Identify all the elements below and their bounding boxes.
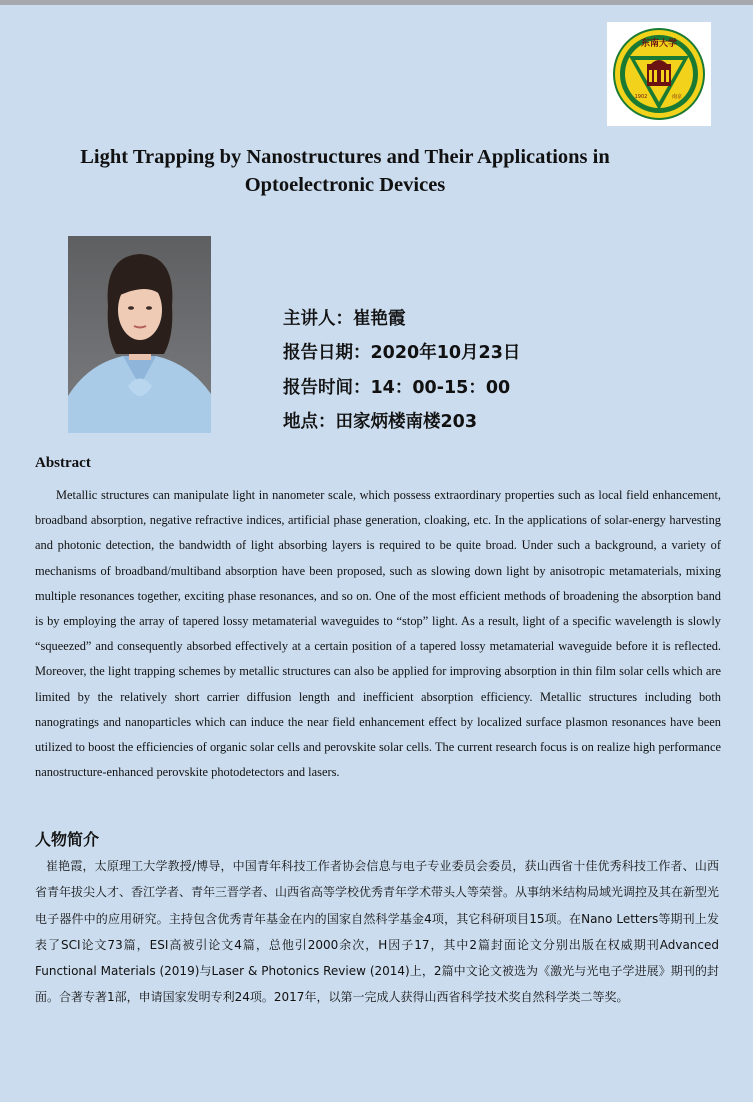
logo-city-text: 南京 [671,94,683,100]
date-line: 报告日期：2020年10月23日 [283,343,521,364]
top-border [0,0,753,5]
lecture-title-line2: Optoelectronic Devices [244,174,446,196]
bio-body: 崔艳霞，太原理工大学教授/博导，中国青年科技工作者协会信息与电子专业委员会委员，获山西省十佳优秀科技工作者、山西省青年拔尖人才、香江学者、青年三晋学者、山西省高等学校优秀青年学术带头人等荣誉。从事纳米结构局域光调控及其在新型光电子器件中的应用研究。主持包含优秀青年基金在内的国家自然科学基金4项，其它科研项目15项。在Nano Letters等期刊上发表了SCI论文73篇，ESI高被引论文4篇，总他引2000余次，H因子17，其中2篇封面论文分别出版在权威期刊Advanced Functional Materials (2019)与Laser & Photonics Review (2014)上，2篇中文论文被选为《激光与光电子学进展》期刊的封面。合著专著1部，申请国家发明专利24项。2017年，以第一完成人获得山西省科学技术奖自然科学类二等奖。 [35,859,720,1005]
time-line: 报告时间：14：00-15：00 [283,377,511,398]
university-logo [607,22,711,126]
speaker-line: 主讲人：崔艳霞 [283,309,406,329]
lecture-title-line1: Light Trapping by Nanostructures and Their Applications in [80,146,610,168]
logo-name-text: 东南大学 [640,39,678,49]
logo-year-text: 1902 [634,94,648,100]
location-line: 地点：田家炳楼南楼203 [283,411,478,432]
speaker-portrait [68,236,211,433]
lecture-title [0,143,690,199]
lecture-info [283,302,520,439]
bio-heading: 人物简介 [35,830,100,849]
abstract-body: Metallic structures can manipulate light in nanometer scale, which possess extraordinary properties such as local field enhancement, broadband absorption, negative refractive indices, artificial phase generation, cloaking, etc. In the applications of solar-energy harvesting and photonic detection, the bandwidth of light absorbing layers is required to be quite broad. Under such a background, a variety of mechanisms of broadband/multiband absorption have been proposed, such as slowing down light by anisotropic metamaterials, mixing multiple resonances together, exciting phase resonances, and so on. One of the most efficient methods of broadening the absorption band is by employing the array of tapered lossy metamaterial waveguides to “stop” light. As a result, light of a specific wavelength is slowly “squeezed” and consequently absorbed effectively at a certain position of a tapered lossy metamaterial waveguide before it is reflected. Moreover, the light trapping schemes by metallic structures can also be applied for improving absorption in thin film solar cells which are limited by the relatively short carrier diffusion length and inefficient absorption efficiency. Metallic structures including both nanogratings and nanoparticles which can induce the near field enhancement effect by localized surface plasmon resonances have been utilized to boost the efficiencies of organic solar cells and perovskite solar cells. The current research focus is on realize high performance nanostructure-enhanced perovskite photodetectors and lasers. [35,488,721,780]
abstract-heading: Abstract [35,455,91,471]
